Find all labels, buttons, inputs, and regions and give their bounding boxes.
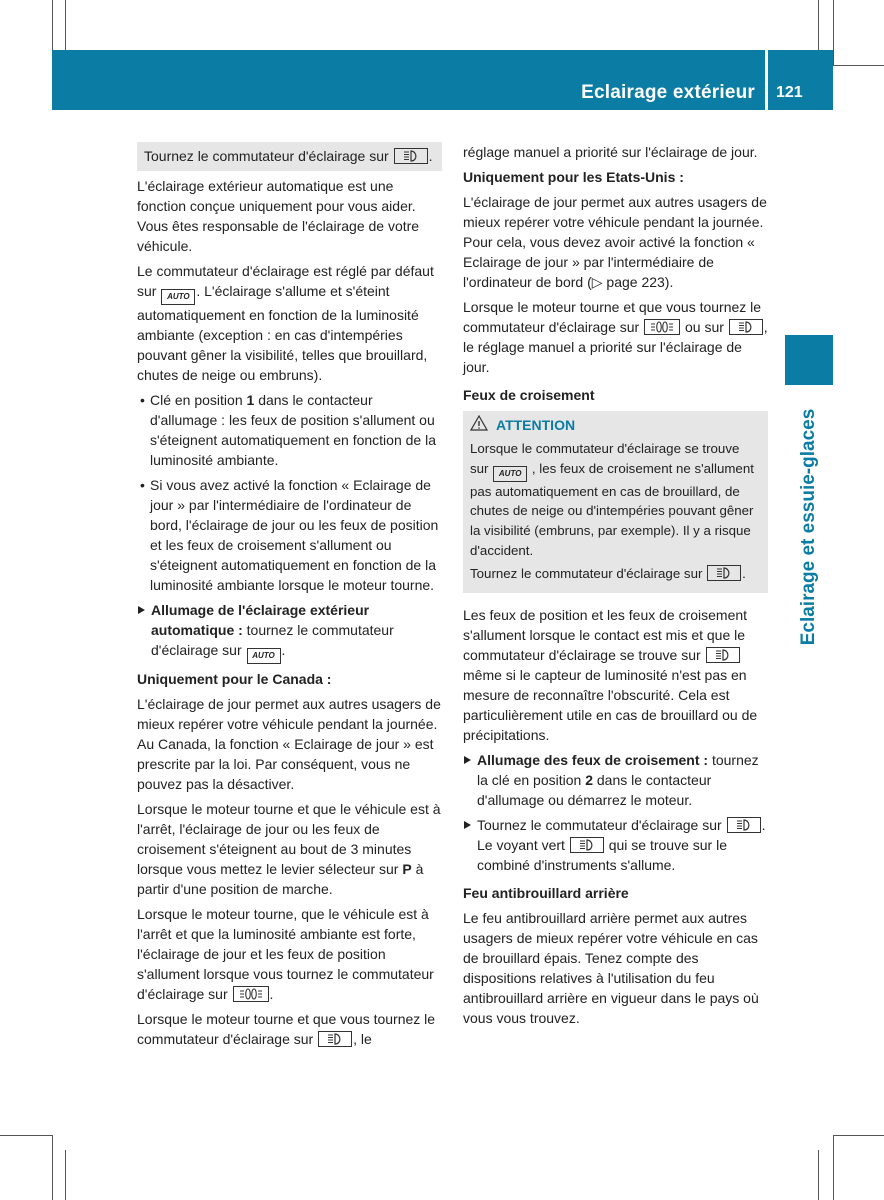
- text-run: Feu antibrouillard arrière: [463, 884, 629, 901]
- page-number-box: [768, 50, 833, 110]
- text-run: Tournez le commutateur d'éclairage sur: [144, 148, 393, 164]
- text-run: Feux de croisement: [463, 387, 595, 403]
- text-run: Le commutateur d'éclairage est réglé par défaut sur: [137, 263, 434, 299]
- text-run: Uniquement pour les Etats-Unis :: [463, 169, 684, 185]
- text-run: ou sur: [681, 319, 728, 335]
- low-beam-icon: [707, 565, 741, 581]
- paragraph: [137, 261, 442, 385]
- subheading: [463, 883, 768, 903]
- crop-mark: [52, 0, 53, 50]
- text-run: Uniquement pour le Canada :: [137, 671, 332, 687]
- bullet-item: [137, 390, 442, 470]
- auto-light-icon: AUTO: [247, 648, 281, 664]
- action-step: [463, 750, 768, 810]
- crop-mark: [833, 65, 884, 66]
- text-run: .: [761, 816, 766, 833]
- paragraph: [463, 297, 768, 377]
- chapter-tab-label: Eclairage et essuie-glaces: [798, 408, 819, 646]
- paragraph: [137, 694, 442, 794]
- paragraph: [137, 1009, 442, 1049]
- text-run: .: [269, 986, 274, 1002]
- step-result: [463, 835, 768, 875]
- text-run: Lorsque le moteur tourne et que vous tournez le commutateur d'éclairage sur: [137, 1011, 436, 1047]
- text-run: même si le capteur de luminosité n'est pas en mesure de reconnaître l'obscurité. Cela est particulièrement utile en cas de brouillard ou de précipitations.: [463, 666, 758, 743]
- crop-mark: [833, 1135, 884, 1136]
- low-beam-icon: [729, 319, 763, 335]
- text-run: , le: [353, 1031, 372, 1047]
- text-run: Tournez le commutateur d'éclairage sur: [477, 816, 726, 833]
- warning-paragraph: [470, 439, 761, 561]
- text-run: Les feux de position et les feux de croisement s'allument lorsque le contact est mis et que le commutateur d'éclairage se trouve sur: [463, 606, 748, 663]
- text-run: L'éclairage de jour permet aux autres usagers de mieux repérer votre véhicule pendant la journée. Au Canada, la fonction « Eclairage de jour » est prescrite par la loi. Par conséquent, vous ne pouvez pas la désactiver.: [137, 696, 441, 792]
- section-title: Eclairage extérieur: [581, 82, 755, 103]
- text-run: , les feux de croisement ne s'allument pas automatiquement en cas de brouillard, de chutes de neige ou d'intempéries pouvant gêner la visibilité (embruns, par exemple). Il y a risque d'accident.: [470, 460, 754, 558]
- text-run: , le réglage manuel a priorité sur l'éclairage de jour.: [463, 319, 768, 375]
- bold-text: P: [402, 861, 412, 877]
- text-run: Lorsque le commutateur d'éclairage se trouve sur: [470, 440, 740, 476]
- text-run: Lorsque le moteur tourne et que le véhicule est à l'arrêt, l'éclairage de jour ou les feux de croisement s'éteignent au bout de 3 minutes lorsque vous mettez le levier sélecteur sur: [137, 801, 441, 877]
- text-column-right: [463, 142, 768, 1033]
- chapter-tab-marker: [785, 335, 833, 385]
- crop-mark: [833, 1135, 834, 1200]
- crop-mark: [0, 1135, 52, 1136]
- text-run: Tournez le commutateur d'éclairage sur: [470, 565, 707, 581]
- text-run: Le feu antibrouillard arrière permet aux autres usagers de mieux repérer votre véhicule en cas de brouillard épais. Tenez compte des dispositions relatives à l'utilisation du feu antibrouillard arrière en vigueur dans le pays où vous vous trouvez.: [463, 909, 759, 1026]
- action-step: [463, 815, 768, 835]
- step-arrow-icon: [138, 606, 145, 614]
- action-step: [137, 600, 442, 664]
- low-beam-icon: [394, 148, 428, 164]
- text-run: Clé en position: [150, 392, 247, 408]
- text-run: dans le contacteur d'allumage : les feux de position s'allument ou s'éteignent automatiquement en fonction de la luminosité ambiante.: [150, 392, 436, 468]
- page-number: 121: [776, 84, 803, 101]
- text-run: réglage manuel a priorité sur l'éclairage de jour.: [463, 144, 758, 160]
- parking-light-icon: [233, 986, 269, 1002]
- step-arrow-icon: [464, 821, 471, 829]
- paragraph: [137, 799, 442, 899]
- subheading: [137, 669, 442, 689]
- bold-text: 1: [246, 392, 255, 408]
- text-run: tournez la clé en position: [477, 751, 759, 788]
- text-run: . L'éclairage s'allume et s'éteint automatiquement en fonction de la luminosité ambiante (exception : en cas d'intempéries pouvant gêner la visibilité, telles que brouillard, chutes de neige ou embruns).: [137, 283, 428, 383]
- crop-mark: [65, 1150, 66, 1200]
- bold-text: Allumage des feux de croisement :: [477, 751, 709, 768]
- subheading: [463, 385, 768, 405]
- warning-triangle-icon: [470, 415, 488, 437]
- text-run: L'éclairage de jour permet aux autres usagers de mieux repérer votre véhicule pendant la journée. Pour cela, vous devez avoir activé la fonction « Eclairage de jour » par l'intermédiaire de l'ordinateur de bord (▷ page 223).: [463, 194, 767, 290]
- text-run: Lorsque le moteur tourne et que vous tournez le commutateur d'éclairage sur: [463, 299, 762, 335]
- crop-mark: [833, 0, 834, 65]
- text-run: .: [281, 642, 286, 658]
- bold-text: 2: [585, 771, 593, 788]
- text-run: .: [742, 565, 746, 581]
- paragraph: [463, 142, 768, 162]
- warning-box: [463, 411, 768, 593]
- paragraph: [463, 908, 768, 1028]
- text-run: Lorsque le moteur tourne, que le véhicule est à l'arrêt et que la luminosité ambiante est forte, l'éclairage de jour et les feux de position s'allument lorsque vous tournez le commutateur d'éclairage sur: [137, 906, 434, 1002]
- bullet-item: [137, 475, 442, 595]
- low-beam-icon: [706, 647, 740, 663]
- crop-mark: [65, 0, 66, 50]
- text-run: à partir d'une position de marche.: [137, 861, 424, 897]
- low-beam-icon: [727, 817, 761, 833]
- instruction-box: [137, 142, 442, 171]
- warning-title: ATTENTION: [496, 417, 576, 433]
- text-run: L'éclairage extérieur automatique est une fonction conçue uniquement pour vous aider. Vous êtes responsable de l'éclairage de votre véhicule.: [137, 178, 420, 254]
- section-header: [52, 50, 765, 110]
- text-run: tournez le commutateur d'éclairage sur: [151, 622, 394, 658]
- auto-light-icon: AUTO: [493, 466, 527, 482]
- crop-mark: [818, 1150, 819, 1200]
- step-arrow-icon: [464, 756, 471, 764]
- parking-light-icon: [644, 319, 680, 335]
- text-run: .: [428, 148, 433, 164]
- warning-paragraph: [470, 564, 761, 584]
- low-beam-icon: [570, 837, 604, 853]
- crop-mark: [52, 1135, 53, 1200]
- paragraph: [463, 605, 768, 745]
- text-run: qui se trouve sur le combiné d'instruments s'allume.: [477, 836, 727, 873]
- crop-mark: [818, 0, 819, 50]
- text-column-left: [137, 142, 442, 1054]
- warning-heading: [470, 415, 761, 437]
- paragraph: [137, 904, 442, 1004]
- low-beam-icon: [318, 1031, 352, 1047]
- bold-text: Allumage de l'éclairage extérieur automatique :: [151, 602, 370, 638]
- auto-light-icon: AUTO: [161, 289, 195, 305]
- text-run: Si vous avez activé la fonction « Eclairage de jour » par l'intermédiaire de l'ordinateur de bord, l'éclairage de jour ou les feux de position et les feux de croisement s'allument ou s'éteignent automatiquement en fonction de la luminosité ambiante lorsque le moteur tourne.: [150, 477, 439, 593]
- text-run: dans le contacteur d'allumage ou démarrez le moteur.: [477, 771, 712, 808]
- text-run: Le voyant vert: [477, 836, 569, 853]
- paragraph: [137, 176, 442, 256]
- subheading: [463, 167, 768, 187]
- paragraph: [463, 192, 768, 292]
